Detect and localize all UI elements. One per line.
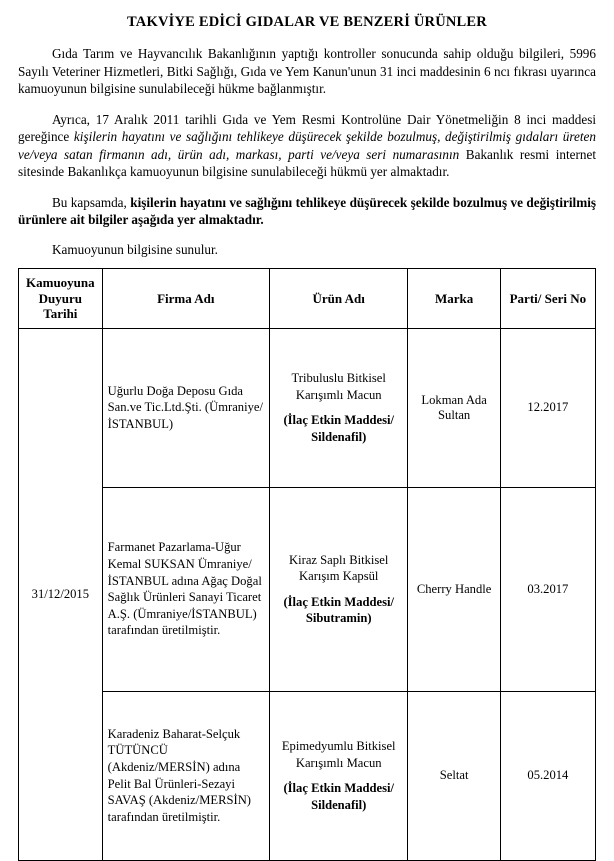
column-header-firma-adi: Firma Adı — [102, 268, 269, 328]
table-header-row — [19, 268, 596, 328]
urun-etkin-madde: (İlaç Etkin Maddesi/ Sildenafil) — [283, 781, 394, 812]
paragraph-2-tail: Bakanlık resmi internet sitesinde Bakanlıkça kamuoyunun bilgisine sunulabileceği hükmü yer almaktadır. — [18, 146, 597, 180]
paragraph-2 — [18, 111, 596, 181]
cell-firma-adi: Karadeniz Baharat-Selçuk TÜTÜNCÜ (Akdeniz/MERSİN) adına Pelit Bal Ürünleri-Sezayi SAVAŞ (Akdeniz/MERSİN) tarafından üretilmiştir. — [102, 691, 269, 860]
column-header-marka: Marka — [408, 268, 500, 328]
paragraph-2-lead: Ayrıca, 17 Aralık 2011 tarihli Gıda ve Yem Resmi Kontrolüne Dair Yönetmeliğin 8 inci maddesi gereğince — [18, 111, 596, 145]
cell-marka: Seltat — [408, 691, 500, 860]
table-row — [19, 328, 596, 487]
column-header-duyuru-tarihi: Kamuoyuna Duyuru Tarihi — [19, 268, 103, 328]
paragraph-1 — [18, 45, 596, 98]
urun-etkin-madde: (İlaç Etkin Maddesi/ Sibutramin) — [283, 594, 394, 626]
cell-parti-seri-no: 12.2017 — [500, 328, 595, 487]
paragraph-4: Kamuoyunun bilgisine sunulur. — [52, 241, 218, 257]
paragraph-1-text: Gıda Tarım ve Hayvancılık Bakanlığının yaptığı kontroller sonucunda sahip olduğu bilgileri, 5996 Sayılı Veteriner Hizmetleri, Bitki Sağlığı, Gıda ve Yem Kanun'unun 31 inci maddesinin 6 ncı fıkrası uyarınca kamuoyunun bilgisine sunulabileceği hükme bağlanmıştır. — [18, 46, 596, 97]
cell-parti-seri-no: 05.2014 — [500, 691, 595, 860]
cell-parti-seri-no: 03.2017 — [500, 487, 595, 691]
column-header-parti-seri-no: Parti/ Seri No — [500, 268, 595, 328]
table-row — [19, 691, 596, 860]
cell-firma-adi: Farmanet Pazarlama-Uğur Kemal SUKSAN Ümraniye/İSTANBUL adına Ağaç Doğal Sağlık Ürünleri Sanayi Ticaret A.Ş. (Ümraniye/İSTANBUL) tarafından üretilmiştir. — [102, 487, 269, 691]
paragraph-3-lead: Bu kapsamda, — [52, 194, 131, 210]
column-header-urun-adi: Ürün Adı — [269, 268, 407, 328]
paragraph-3-bold: kişilerin hayatını ve sağlığını tehlikeye düşürecek şekilde bozulmuş ve değiştirilmiş ürünlere ait bilgiler aşağıda yer almaktadır. — [18, 194, 596, 228]
products-table — [18, 268, 596, 861]
urun-adi-text: Epimedyumlu Bitkisel Karışımlı Macun — [281, 739, 396, 770]
cell-marka: Lokman Ada Sultan — [408, 328, 500, 487]
cell-urun-adi — [269, 328, 407, 487]
cell-duyuru-tarihi: 31/12/2015 — [19, 328, 103, 860]
cell-marka: Cherry Handle — [408, 487, 500, 691]
cell-urun-adi — [269, 487, 407, 691]
urun-etkin-madde: (İlaç Etkin Maddesi/ Sildenafil) — [283, 413, 394, 444]
cell-firma-adi: Uğurlu Doğa Deposu Gıda San.ve Tic.Ltd.Şti. (Ümraniye/İSTANBUL) — [102, 328, 269, 487]
cell-urun-adi — [269, 691, 407, 860]
urun-adi-text: Kiraz Saplı Bitkisel Karışım Kapsül — [289, 552, 389, 584]
urun-adi-text: Tribuluslu Bitkisel Karışımlı Macun — [291, 371, 386, 402]
table-row — [19, 487, 596, 691]
page-title: TAKVİYE EDİCİ GIDALAR VE BENZERİ ÜRÜNLER — [127, 14, 487, 30]
paragraph-3 — [18, 194, 596, 229]
paragraph-2-italic: kişilerin hayatını ve sağlığını tehlikeye düşürecek şekilde bozulmuş, değiştirilmiş gıdaları üreten ve/veya satan firmanın adı, ürün adı, markası, parti ve/veya seri numarasının — [18, 129, 597, 162]
